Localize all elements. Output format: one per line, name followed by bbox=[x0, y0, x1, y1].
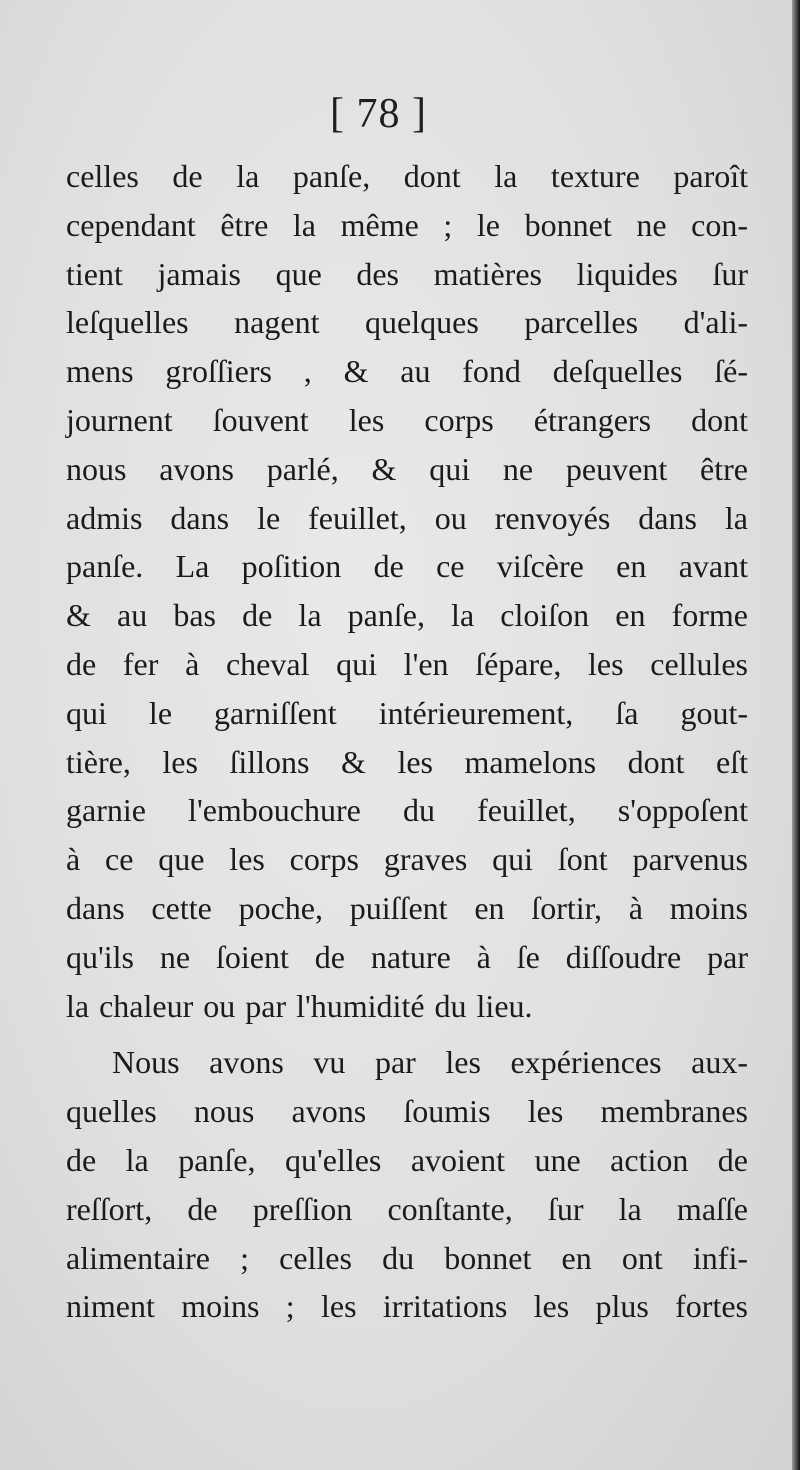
text-line: tière, les ſillons & les mamelons dont eſt bbox=[66, 743, 748, 780]
body-text bbox=[66, 152, 748, 1331]
text-line: tient jamais que des matières liquides ſur bbox=[66, 255, 748, 292]
text-line: admis dans le feuillet, ou renvoyés dans la bbox=[66, 499, 748, 536]
text-line: garnie l'embouchure du feuillet, s'oppoſent bbox=[66, 792, 748, 829]
paragraph-gap bbox=[66, 1030, 748, 1038]
text-line: alimentaire ; celles du bonnet en ont infi- bbox=[66, 1239, 748, 1276]
text-line: à ce que les corps graves qui ſont parvenus bbox=[66, 841, 748, 878]
text-line: quelles nous avons ſoumis les membranes bbox=[66, 1093, 748, 1130]
text-line: panſe. La poſition de ce viſcère en avant bbox=[66, 548, 748, 585]
page-edge-shadow bbox=[792, 0, 800, 1470]
text-line: celles de la panſe, dont la texture paroît bbox=[66, 158, 748, 194]
page-number: [ 78 ] bbox=[330, 91, 427, 137]
text-line: reſſort, de preſſion conſtante, ſur la maſſe bbox=[66, 1190, 748, 1227]
text-line: leſquelles nagent quelques parcelles d'ali- bbox=[66, 304, 748, 341]
text-line: nous avons parlé, & qui ne peuvent être bbox=[66, 450, 748, 487]
text-line: mens groſſiers , & au fond deſquelles ſé- bbox=[66, 353, 748, 390]
paragraph-2 bbox=[66, 1038, 748, 1331]
text-line: journent ſouvent les corps étrangers dont bbox=[66, 401, 748, 438]
text-line: la chaleur ou par l'humidité du lieu. bbox=[66, 987, 533, 1024]
text-line: niment moins ; les irritations les plus fortes bbox=[66, 1288, 748, 1325]
text-line: & au bas de la panſe, la cloiſon en forme bbox=[66, 597, 748, 634]
text-line: de fer à cheval qui l'en ſépare, les cellules bbox=[66, 645, 748, 682]
text-line: qui le garniſſent intérieurement, ſa gout- bbox=[66, 694, 748, 731]
text-line: qu'ils ne ſoient de nature à ſe diſſoudre par bbox=[66, 938, 748, 975]
text-line: Nous avons vu par les expériences aux- bbox=[112, 1044, 748, 1081]
text-line: de la panſe, qu'elles avoient une action de bbox=[66, 1141, 748, 1178]
text-line: cependant être la même ; le bonnet ne con- bbox=[66, 206, 748, 243]
paragraph-1 bbox=[66, 152, 748, 1030]
text-line: dans cette poche, puiſſent en ſortir, à moins bbox=[66, 889, 748, 926]
